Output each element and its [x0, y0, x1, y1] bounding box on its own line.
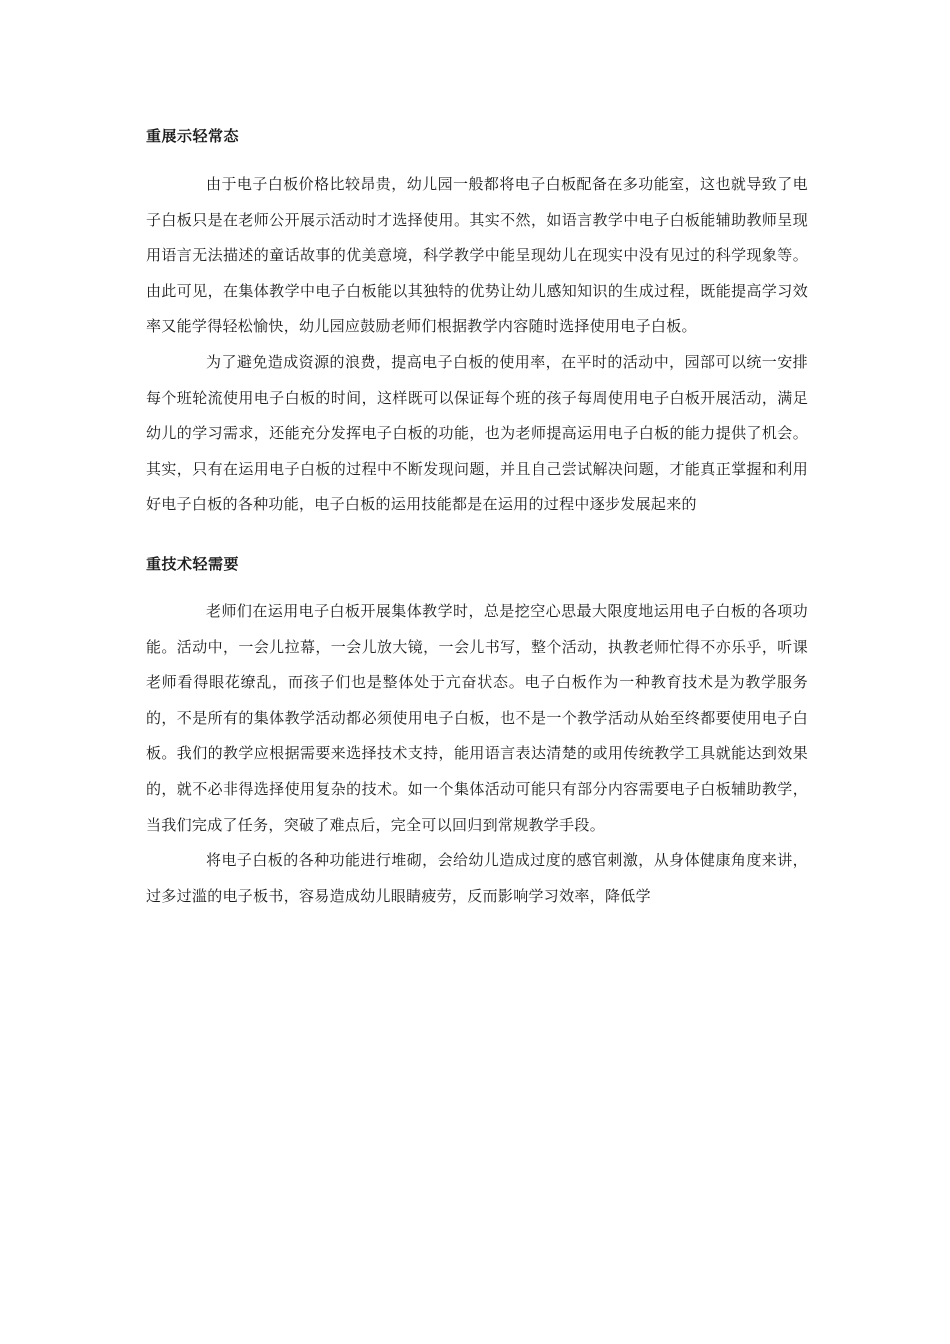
section-technology-over-need	[146, 551, 808, 914]
paragraph: 为了避免造成资源的浪费，提高电子白板的使用率，在平时的活动中，园部可以统一安排每个班轮流使用电子白板的时间，这样既可以保证每个班的孩子每周使用电子白板开展活动，满足幼儿的学习需求，还能充分发挥电子白板的功能，也为老师提高运用电子白板的能力提供了机会。其实，只有在运用电子白板的过程中不断发现问题，并且自己尝试解决问题，才能真正掌握和利用好电子白板的各种功能，电子白板的运用技能都是在运用的过程中逐步发展起来的	[146, 352, 808, 514]
document-body	[146, 123, 808, 914]
paragraph: 由于电子白板价格比较昂贵，幼儿园一般都将电子白板配备在多功能室，这也就导致了电子白板只是在老师公开展示活动时才选择使用。其实不然，如语言教学中电子白板能辅助教师呈现用语言无法描述的童话故事的优美意境，科学教学中能呈现幼儿在现实中没有见过的科学现象等。由此可见，在集体教学中电子白板能以其独特的优势让幼儿感知知识的生成过程，既能提高学习效率又能学得轻松愉快，幼儿园应鼓励老师们根据教学内容随时选择使用电子白板。	[146, 175, 808, 336]
section-heading: 重展示轻常态	[146, 127, 240, 145]
section-heading: 重技术轻需要	[146, 554, 240, 573]
section-display-over-routine	[146, 123, 808, 523]
paragraph: 老师们在运用电子白板开展集体教学时，总是挖空心思最大限度地运用电子白板的各项功能。活动中，一会儿拉幕，一会儿放大镜，一会儿书写，整个活动，执教老师忙得不亦乐乎，听课老师看得眼花缭乱，而孩子们也是整体处于亢奋状态。电子白板作为一种教育技术是为教学服务的，不是所有的集体教学活动都必须使用电子白板，也不是一个教学活动从始至终都要使用电子白板。我们的教学应根据需要来选择技术支持，能用语言表达清楚的或用传统教学工具就能达到效果的，就不必非得选择使用复杂的技术。如一个集体活动可能只有部分内容需要电子白板辅助教学，当我们完成了任务，突破了难点后，完全可以回归到常规教学手段。	[146, 601, 808, 834]
paragraph: 将电子白板的各种功能进行堆砌，会给幼儿造成过度的感官刺激，从身体健康角度来讲，过多过滥的电子板书，容易造成幼儿眼睛疲劳，反而影响学习效率，降低学	[146, 851, 808, 905]
